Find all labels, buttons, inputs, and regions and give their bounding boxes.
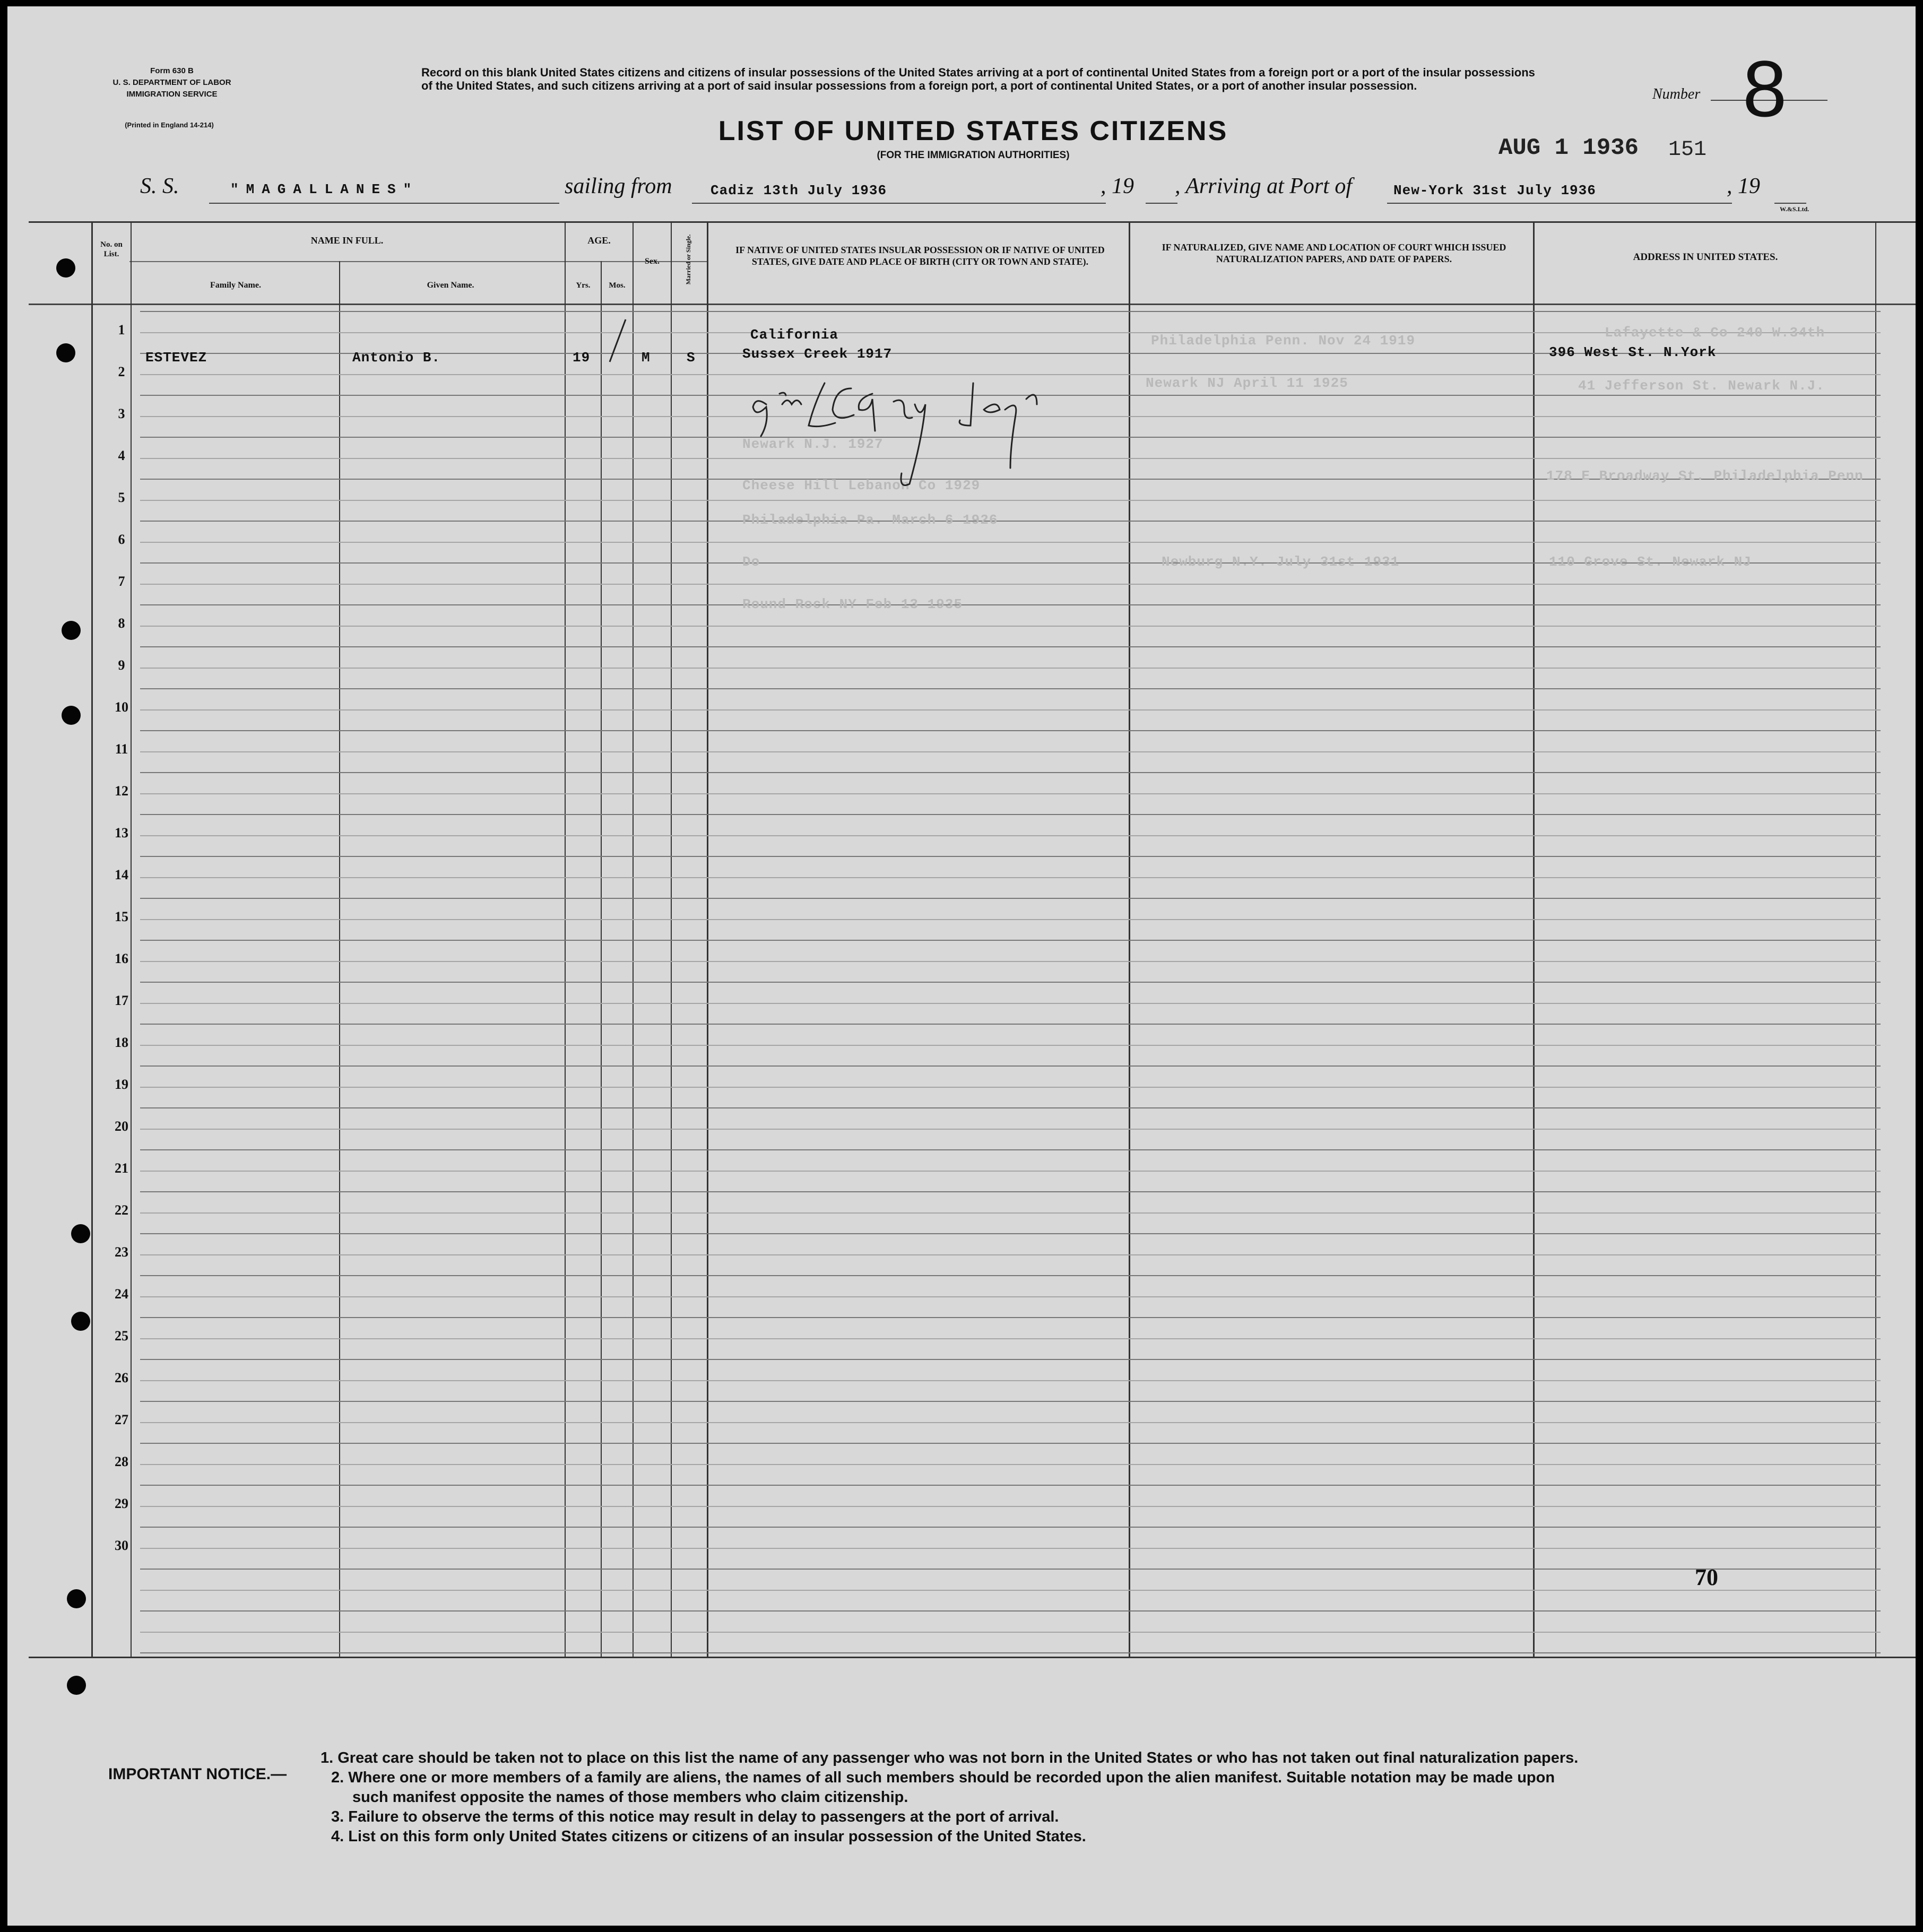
row-number: 5 — [118, 490, 125, 505]
faint-address-1: Lafayette & Co 240 W.34th — [1605, 325, 1825, 341]
row-rule — [140, 898, 1881, 899]
row-rule — [140, 1317, 1881, 1318]
page-mark: 70 — [1695, 1564, 1718, 1590]
row-number: 17 — [115, 993, 128, 1008]
entry-address: 396 West St. N.York — [1549, 344, 1717, 360]
page-title: LIST OF UNITED STATES CITIZENS — [718, 116, 1228, 146]
row-rule — [140, 730, 1881, 731]
header-birth: IF NATIVE OF UNITED STATES INSULAR POSSESSION OR IF NATIVE OF UNITED STATES, GIVE DATE AND PLACE OF BIRTH (CITY OR TOWN AND STATE). — [735, 245, 1105, 267]
row-number: 1 — [118, 322, 125, 337]
arriving-value: New-York 31st July 1936 — [1393, 183, 1596, 198]
entry-given-name: Antonio B. — [352, 350, 441, 366]
header-name-in-full: NAME IN FULL. — [310, 235, 384, 246]
row-rule — [140, 646, 1881, 647]
row-number: 12 — [115, 783, 128, 799]
row-rule — [140, 1548, 1881, 1549]
row-number: 7 — [118, 574, 125, 589]
entry-mos-mark — [602, 317, 634, 365]
row-number: 30 — [115, 1538, 128, 1553]
col-line-no-right — [131, 221, 132, 1657]
header-yrs: Yrs. — [576, 281, 591, 290]
row-rule — [140, 982, 1881, 983]
number-value: 8 — [1743, 44, 1787, 133]
row-rule — [140, 751, 1881, 752]
ship-underline — [209, 203, 559, 204]
ss-label: S. S. — [140, 174, 179, 198]
row-number: 28 — [115, 1454, 128, 1469]
entry-birth-line1: California — [750, 327, 839, 343]
punch-hole — [71, 1312, 90, 1331]
faint-naturalized-6: Newburg N.Y. July 31st 1931 — [1162, 554, 1400, 570]
row-rule — [140, 542, 1881, 543]
row-rule — [140, 1485, 1881, 1486]
punch-hole — [56, 343, 75, 362]
service: IMMIGRATION SERVICE — [126, 90, 218, 99]
form-number: Form 630 B — [150, 66, 194, 75]
notice-lead: IMPORTANT NOTICE.— — [108, 1765, 287, 1783]
entry-birth-line2: Sussex Creek 1917 — [742, 346, 893, 362]
row-rule — [140, 668, 1881, 669]
header-address: ADDRESS IN UNITED STATES. — [1633, 252, 1778, 263]
header-given-name: Given Name. — [427, 281, 474, 290]
document-sheet — [7, 6, 1916, 1926]
notice-item-2: 2. Where one or more members of a family are aliens, the names of all such members should be recorded upon the alien manifest. Suitable notation may be made upon — [331, 1769, 1555, 1786]
row-number: 22 — [115, 1202, 128, 1218]
row-number: 11 — [115, 741, 128, 757]
signature-drawing — [750, 372, 1111, 489]
row-rule — [140, 1171, 1881, 1172]
faint-birth-3: Newark N.J. 1927 — [742, 436, 883, 452]
header-bottom-line — [29, 304, 1916, 305]
row-number: 9 — [118, 657, 125, 673]
row-number: 18 — [115, 1035, 128, 1050]
header-mid-line — [129, 261, 708, 262]
row-rule — [140, 1149, 1881, 1150]
row-number: 20 — [115, 1119, 128, 1134]
row-number: 10 — [115, 699, 128, 715]
row-rule — [140, 772, 1881, 773]
row-number: 21 — [115, 1160, 128, 1176]
row-rule — [140, 626, 1881, 627]
row-rule — [140, 940, 1881, 941]
row-rule — [140, 688, 1881, 689]
punch-hole — [56, 258, 75, 278]
row-number: 14 — [115, 867, 128, 882]
row-number: 13 — [115, 825, 128, 841]
punch-hole — [67, 1676, 86, 1695]
row-rule — [140, 1632, 1881, 1633]
faint-naturalized-2: Newark NJ April 11 1925 — [1146, 375, 1348, 391]
header-no: No. on List. — [100, 240, 123, 258]
header-naturalized: IF NATURALIZED, GIVE NAME AND LOCATION OF COURT WHICH ISSUED NATURALIZATION PAPERS, AND DATE OF PAPERS. — [1162, 242, 1506, 264]
header-age: AGE. — [587, 235, 611, 246]
row-rule — [140, 604, 1881, 605]
row-rule — [140, 877, 1881, 878]
arriving-label: , Arriving at Port of — [1175, 174, 1353, 198]
row-rule — [140, 1464, 1881, 1465]
row-rule — [140, 1527, 1881, 1528]
ship-name: "MAGALLANES" — [230, 181, 419, 197]
row-rule — [140, 814, 1881, 815]
table-top-line — [29, 221, 1916, 223]
row-number: 6 — [118, 532, 125, 547]
department: U. S. DEPARTMENT OF LABOR — [112, 78, 231, 87]
row-rule — [140, 1191, 1881, 1192]
punch-hole — [62, 621, 81, 640]
arrival-stamp: AUG 1 1936 — [1498, 135, 1639, 161]
row-rule — [140, 1338, 1881, 1339]
row-number: 3 — [118, 406, 125, 421]
row-rule — [140, 1045, 1881, 1046]
record-instructions: Record on this blank United States citizens and citizens of insular possessions of the United States arriving at a port of continental United States from a foreign port or a port of the insular possessions of the United States, and such citizens arriving at a port of said insular possessions from a foreign port, a port of continental United States, or a port of another insular possession. — [421, 66, 1535, 92]
col-line-family — [339, 261, 340, 1657]
page-subtitle: (FOR THE IMMIGRATION AUTHORITIES) — [877, 150, 1070, 161]
row-rule — [140, 1212, 1881, 1214]
row-number: 25 — [115, 1328, 128, 1344]
row-rule — [140, 521, 1881, 522]
row-rule — [140, 584, 1881, 585]
year-underline-2 — [1774, 203, 1806, 204]
stamp-code: 151 — [1668, 138, 1707, 162]
row-rule — [140, 793, 1881, 794]
faint-birth-7: Round Rock NY Feb 13 1935 — [742, 596, 963, 612]
faint-birth-4: Cheese Hill Lebanon Co 1929 — [742, 478, 981, 493]
row-rule — [140, 1652, 1881, 1653]
row-rule — [140, 1590, 1881, 1591]
col-line-age-mid — [601, 261, 602, 1657]
table-bottom-line — [29, 1657, 1916, 1658]
row-number: 8 — [118, 616, 125, 631]
row-number: 24 — [115, 1286, 128, 1302]
row-number: 15 — [115, 909, 128, 924]
punch-hole — [71, 1224, 90, 1243]
row-number: 19 — [115, 1077, 128, 1092]
row-rule — [140, 1087, 1881, 1088]
row-rule — [140, 1254, 1881, 1255]
row-rule — [140, 1443, 1881, 1444]
row-number: 2 — [118, 364, 125, 379]
entry-sex: M — [642, 350, 651, 366]
row-rule — [140, 1233, 1881, 1234]
row-number: 16 — [115, 951, 128, 966]
notice-item-2-cont: such manifest opposite the names of those members who claim citizenship. — [352, 1789, 908, 1806]
row-rule — [140, 1024, 1881, 1025]
row-rule — [140, 1610, 1881, 1612]
header-married: Married or Single. — [685, 234, 692, 285]
printed-note: (Printed in England 14-214) — [125, 121, 214, 129]
year-label-2: , 19 — [1727, 174, 1760, 198]
punch-hole — [67, 1589, 86, 1608]
row-rule — [140, 500, 1881, 501]
row-number: 26 — [115, 1370, 128, 1385]
faint-birth-6: Do — [742, 554, 760, 570]
notice-item-4: 4. List on this form only United States citizens or citizens of an insular possession of the United States. — [331, 1828, 1086, 1845]
row-rule — [140, 961, 1881, 962]
inspector-signature — [750, 372, 1111, 489]
number-label: Number — [1652, 86, 1701, 102]
printer-mark: W.&S.Ltd. — [1780, 205, 1809, 213]
row-rule — [140, 709, 1881, 711]
year-underline-1 — [1146, 203, 1177, 204]
row-rule — [140, 1107, 1881, 1108]
row-number: 29 — [115, 1496, 128, 1511]
row-rule — [140, 1422, 1881, 1423]
row-rule — [140, 1065, 1881, 1067]
row-rule — [140, 1003, 1881, 1004]
row-number: 4 — [118, 448, 125, 463]
punch-hole — [62, 706, 81, 725]
faint-address-4: 178 E Broadway St. Philadelphia Penn — [1546, 468, 1864, 484]
year-label-1: , 19 — [1101, 174, 1134, 198]
row-rule — [140, 1401, 1881, 1402]
row-rule — [140, 1569, 1881, 1570]
entry-married: S — [687, 350, 696, 366]
row-number: 23 — [115, 1244, 128, 1260]
pencil-slash — [602, 317, 634, 365]
row-rule — [140, 835, 1881, 836]
sailing-value: Cadiz 13th July 1936 — [711, 183, 887, 198]
notice-item-3: 3. Failure to observe the terms of this notice may result in delay to passengers at the port of arrival. — [331, 1808, 1059, 1825]
sailing-label: sailing from — [565, 174, 672, 198]
faint-birth-5: Philadelphia Pa. March 6 1926 — [742, 512, 998, 528]
faint-address-2: 41 Jefferson St. Newark N.J. — [1578, 378, 1825, 394]
entry-age: 19 — [573, 350, 591, 366]
row-rule — [140, 1275, 1881, 1276]
header-mos: Mos. — [609, 281, 626, 290]
arriving-underline — [1387, 203, 1732, 204]
row-rule — [140, 919, 1881, 920]
header-sex: Sex. — [645, 257, 660, 266]
notice-item-1: 1. Great care should be taken not to place on this list the name of any passenger who was not born in the United States or who has not taken out final naturalization papers. — [320, 1749, 1579, 1766]
faint-naturalized-1: Philadelphia Penn. Nov 24 1919 — [1151, 333, 1416, 349]
col-line-no-left — [91, 221, 93, 1657]
header-family-name: Family Name. — [210, 281, 261, 290]
row-rule — [140, 1359, 1881, 1360]
row-rule — [140, 1506, 1881, 1507]
row-rule — [140, 1129, 1881, 1130]
row-number: 27 — [115, 1412, 128, 1427]
row-rule — [140, 1380, 1881, 1381]
faint-address-6: 110 Grove St. Newark NJ — [1549, 554, 1752, 570]
row-rule — [140, 311, 1881, 312]
sailing-underline — [692, 203, 1106, 204]
entry-family-name: ESTEVEZ — [145, 350, 207, 366]
row-rule — [140, 856, 1881, 857]
row-rule — [140, 1296, 1881, 1297]
